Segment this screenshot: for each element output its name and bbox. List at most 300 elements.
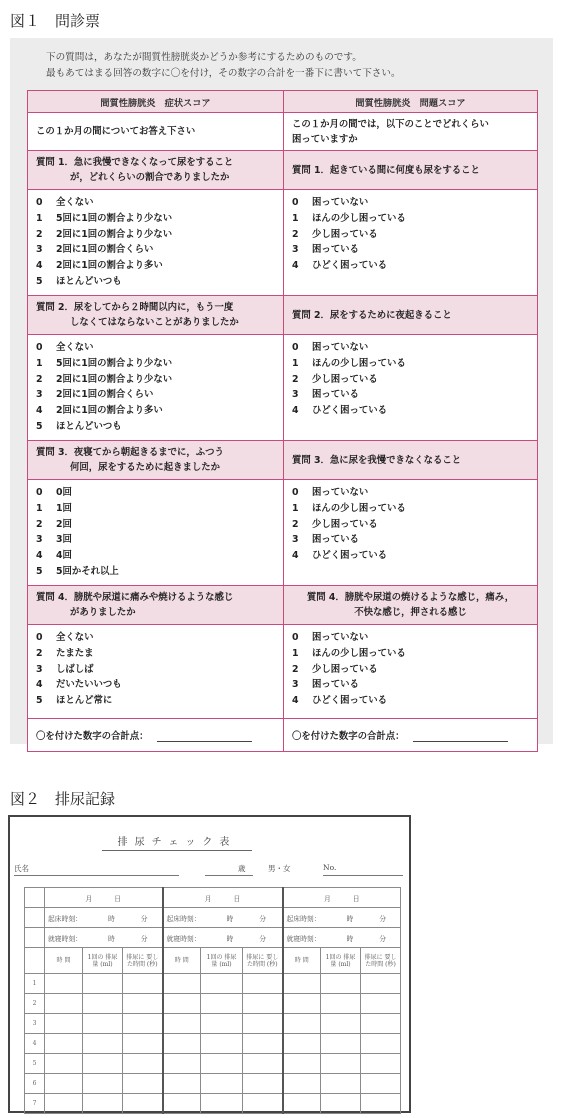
diary-entry-cell[interactable] xyxy=(83,1094,123,1114)
option-number: 4 xyxy=(36,679,43,691)
option-text: ほとんど常に xyxy=(56,695,113,707)
age-line xyxy=(205,875,253,876)
figure1-caption: 図１ 問診票 xyxy=(10,12,101,30)
option-number: 1 xyxy=(36,212,43,224)
row-number: 6 xyxy=(25,1074,45,1094)
diary-entry-cell[interactable] xyxy=(201,1034,243,1054)
total-label: 〇を付けた数字の合計点： xyxy=(36,731,149,742)
hour-label: 時 xyxy=(226,934,234,943)
option-number: 3 xyxy=(292,679,299,691)
col-urge-header: 排尿に 要した時間 (秒) xyxy=(361,948,401,974)
diary-entry-cell[interactable] xyxy=(163,1034,201,1054)
col-time-header: 時 間 xyxy=(283,948,321,974)
corner-cell xyxy=(25,948,45,974)
answer-option[interactable] xyxy=(36,387,275,403)
option-number: 0 xyxy=(36,632,43,643)
question-text: 質問 3．急に尿を我慢できなくなること xyxy=(292,454,462,466)
answer-option[interactable] xyxy=(36,403,275,419)
diary-entry-cell[interactable] xyxy=(45,1094,83,1114)
hour-label: 時 xyxy=(226,914,234,923)
answer-option[interactable] xyxy=(292,693,529,709)
option-text: 少し困っている xyxy=(312,663,378,675)
month-label: 月 xyxy=(85,894,93,903)
diary-entry-cell[interactable] xyxy=(163,974,201,994)
name-label: 氏名 xyxy=(14,864,29,873)
question-text: 質問 3．夜寝てから朝起きるまでに，ふつう xyxy=(36,447,224,458)
option-number: 3 xyxy=(292,244,299,256)
option-number: 2 xyxy=(36,373,43,385)
answer-option[interactable] xyxy=(36,356,275,372)
diary-entry-cell[interactable] xyxy=(201,974,243,994)
answer-option[interactable] xyxy=(36,501,275,517)
problem-options-1 xyxy=(284,190,538,296)
minute-label: 分 xyxy=(140,934,148,943)
option-text: 2回に1回の割合より少ない xyxy=(56,228,173,240)
option-text: 2回 xyxy=(56,518,72,530)
option-number: 0 xyxy=(36,197,43,208)
symptom-question-2 xyxy=(28,296,284,335)
answer-option[interactable] xyxy=(36,693,275,709)
diary-entry-cell[interactable] xyxy=(45,1034,83,1054)
col-volume-header: 1回の 排尿量 (ml) xyxy=(201,948,243,974)
option-number: 3 xyxy=(36,534,43,546)
symptom-question-1 xyxy=(28,151,284,190)
option-number: 1 xyxy=(36,502,43,514)
diary-entry-cell[interactable] xyxy=(243,974,283,994)
time-label: 就寝時刻： xyxy=(166,934,201,943)
answer-option[interactable] xyxy=(292,242,529,258)
option-number: 2 xyxy=(36,647,43,659)
option-number: 1 xyxy=(292,647,299,659)
option-number: 1 xyxy=(36,357,43,369)
answer-option[interactable] xyxy=(292,258,529,274)
answer-option[interactable] xyxy=(36,662,275,678)
minute-label: 分 xyxy=(379,914,387,923)
option-number: 3 xyxy=(36,663,43,675)
age-label: 歳 xyxy=(238,864,246,873)
no-label: No. xyxy=(323,863,337,872)
option-text: ほんの少し困っている xyxy=(312,502,406,514)
answer-option[interactable] xyxy=(292,548,529,564)
time-label: 起床時刻： xyxy=(48,914,82,923)
corner-cell xyxy=(25,888,45,908)
date-cell xyxy=(163,888,283,908)
answer-option[interactable] xyxy=(292,372,529,388)
question-text: 質問 1．急に我慢できなくなって尿をすること xyxy=(36,157,234,168)
option-number: 1 xyxy=(292,212,299,224)
option-text: 少し困っている xyxy=(312,373,378,385)
question-text: しなくてはならないことがありましたか xyxy=(70,317,239,328)
option-number: 1 xyxy=(292,357,299,369)
table-row xyxy=(28,335,538,441)
sheet-title: 排尿チェック表 xyxy=(102,833,252,851)
option-text: 2回に1回の割合より多い xyxy=(56,405,163,417)
col-urge-header: 排尿に 要した時間 (秒) xyxy=(123,948,163,974)
option-text: 5回かそれ以上 xyxy=(56,565,119,577)
option-text: 困っている xyxy=(312,534,359,546)
sleep-time-cell xyxy=(45,928,163,948)
option-number: 2 xyxy=(36,228,43,240)
option-number: 4 xyxy=(292,405,299,417)
sleep-time-cell xyxy=(163,928,283,948)
hour-label: 時 xyxy=(107,934,115,943)
answer-option[interactable] xyxy=(36,630,275,646)
hour-label: 時 xyxy=(107,914,115,923)
symptom-options-4 xyxy=(28,625,284,719)
option-number: 0 xyxy=(36,342,43,353)
diary-entry-cell[interactable] xyxy=(283,974,321,994)
diary-entry-cell[interactable] xyxy=(83,1014,123,1034)
diary-entry-cell[interactable] xyxy=(243,1014,283,1034)
answer-option[interactable] xyxy=(292,646,529,662)
option-text: 少し困っている xyxy=(312,518,378,530)
total-input[interactable] xyxy=(413,731,508,742)
option-text: 4回 xyxy=(56,550,72,562)
table-row xyxy=(28,190,538,296)
answer-option[interactable] xyxy=(292,403,529,419)
option-text: 0回 xyxy=(56,487,72,498)
option-text: 全くない xyxy=(56,632,94,643)
month-label: 月 xyxy=(323,894,331,903)
row-number: 5 xyxy=(25,1054,45,1074)
diary-entry-cell[interactable] xyxy=(243,1094,283,1114)
answer-option[interactable] xyxy=(36,646,275,662)
diary-entry-cell[interactable] xyxy=(283,1034,321,1054)
diary-entry-cell[interactable] xyxy=(361,1074,401,1094)
table-row xyxy=(28,441,538,480)
option-number: 0 xyxy=(36,487,43,498)
diary-entry-cell[interactable] xyxy=(45,1054,83,1074)
diary-entry-cell[interactable] xyxy=(361,1094,401,1114)
option-text: ほとんどいつも xyxy=(56,275,122,287)
option-number: 3 xyxy=(292,534,299,546)
table-row xyxy=(28,151,538,190)
voiding-diary-sheet xyxy=(8,815,411,1113)
minute-label: 分 xyxy=(140,914,148,923)
diary-entry-cell[interactable] xyxy=(321,994,361,1014)
answer-option[interactable] xyxy=(292,211,529,227)
problem-intro xyxy=(284,113,538,151)
diary-entry-cell[interactable] xyxy=(83,994,123,1014)
option-text: 1回 xyxy=(56,502,72,514)
diary-entry-cell[interactable] xyxy=(201,1074,243,1094)
diary-entry-cell[interactable] xyxy=(243,1054,283,1074)
day-label: 日 xyxy=(352,894,360,903)
answer-option[interactable] xyxy=(292,356,529,372)
answer-option[interactable] xyxy=(36,419,275,435)
option-number: 2 xyxy=(292,228,299,240)
time-label: 就寝時刻： xyxy=(286,934,321,943)
table-row xyxy=(25,948,401,974)
problem-score-header: 間質性膀胱炎 問題スコア xyxy=(284,91,538,113)
option-number: 5 xyxy=(36,420,43,432)
option-number: 3 xyxy=(36,389,43,401)
diary-entry-cell[interactable] xyxy=(163,994,201,1014)
hour-label: 時 xyxy=(346,914,354,923)
diary-entry-cell[interactable] xyxy=(321,1074,361,1094)
answer-option[interactable] xyxy=(292,227,529,243)
diary-entry-cell[interactable] xyxy=(163,1014,201,1034)
diary-entry-cell[interactable] xyxy=(83,1074,123,1094)
table-row xyxy=(28,296,538,335)
table-row xyxy=(25,974,401,994)
symptom-options-1 xyxy=(28,190,284,296)
option-number: 0 xyxy=(292,197,299,208)
answer-option[interactable] xyxy=(36,195,275,211)
question-text: 質問 2．尿をしてから２時間以内に，もう一度 xyxy=(36,302,234,313)
diary-entry-cell[interactable] xyxy=(201,1094,243,1114)
option-text: 困っている xyxy=(312,244,359,256)
option-text: だいたいいつも xyxy=(56,679,122,691)
symptom-options-3 xyxy=(28,480,284,586)
diary-entry-cell[interactable] xyxy=(45,1014,83,1034)
answer-option[interactable] xyxy=(292,662,529,678)
diary-entry-cell[interactable] xyxy=(283,1074,321,1094)
diary-entry-cell[interactable] xyxy=(321,1034,361,1054)
questionnaire-table xyxy=(27,90,538,752)
answer-option[interactable] xyxy=(292,517,529,533)
row-number: 4 xyxy=(25,1034,45,1054)
option-text: 2回に1回の割合より多い xyxy=(56,260,163,272)
option-text: 2回に1回の割合くらい xyxy=(56,389,154,401)
table-row xyxy=(25,1094,401,1114)
diary-entry-cell[interactable] xyxy=(361,994,401,1014)
option-text: しばしば xyxy=(56,663,94,675)
questionnaire-intro xyxy=(46,50,546,82)
diary-entry-cell[interactable] xyxy=(201,994,243,1014)
minute-label: 分 xyxy=(379,934,387,943)
col-time-header: 時 間 xyxy=(163,948,201,974)
diary-entry-cell[interactable] xyxy=(163,1074,201,1094)
table-row xyxy=(25,908,401,928)
option-text: ひどく困っている xyxy=(312,550,388,562)
diary-entry-cell[interactable] xyxy=(321,974,361,994)
question-text: がありましたか xyxy=(70,607,136,618)
problem-options-3 xyxy=(284,480,538,586)
option-number: 0 xyxy=(292,342,299,353)
answer-option[interactable] xyxy=(36,274,275,290)
diary-entry-cell[interactable] xyxy=(123,1054,163,1074)
diary-entry-cell[interactable] xyxy=(123,1094,163,1114)
diary-entry-cell[interactable] xyxy=(45,1074,83,1094)
option-number: 2 xyxy=(292,518,299,530)
question-text: が，どれくらいの割合でありましたか xyxy=(70,172,230,183)
problem-question-2 xyxy=(284,296,538,335)
answer-option[interactable] xyxy=(292,340,529,356)
option-text: ほんの少し困っている xyxy=(312,212,406,224)
question-text: 質問 4．膀胱や尿道の焼けるような感じ，痛み， xyxy=(306,592,515,603)
total-label: 〇を付けた数字の合計点： xyxy=(292,731,405,742)
answer-option[interactable] xyxy=(292,677,529,693)
question-text: 質問 2．尿をするために夜起きること xyxy=(292,309,452,321)
option-text: 困っていない xyxy=(312,632,369,643)
answer-option[interactable] xyxy=(36,485,275,501)
question-text: 不快な感じ，押される感じ xyxy=(354,607,467,618)
diary-entry-cell[interactable] xyxy=(83,974,123,994)
diary-entry-cell[interactable] xyxy=(243,1034,283,1054)
diary-entry-cell[interactable] xyxy=(283,1094,321,1114)
answer-option[interactable] xyxy=(292,387,529,403)
option-number: 2 xyxy=(292,663,299,675)
diary-entry-cell[interactable] xyxy=(361,1054,401,1074)
time-label: 起床時刻： xyxy=(286,914,321,923)
diary-entry-cell[interactable] xyxy=(201,1014,243,1034)
answer-option[interactable] xyxy=(36,372,275,388)
diary-entry-cell[interactable] xyxy=(321,1094,361,1114)
diary-entry-cell[interactable] xyxy=(361,974,401,994)
table-row xyxy=(25,928,401,948)
option-text: たまたま xyxy=(56,647,94,659)
intro-line-2: 最もあてはまる回答の数字に〇を付け，その数字の合計を一番下に書いて下さい。 xyxy=(46,68,401,79)
answer-option[interactable] xyxy=(36,548,275,564)
option-text: ひどく困っている xyxy=(312,695,388,707)
diary-entry-cell[interactable] xyxy=(321,1054,361,1074)
voiding-grid xyxy=(24,887,401,1114)
time-label: 就寝時刻： xyxy=(48,934,82,943)
problem-options-2 xyxy=(284,335,538,441)
option-number: 4 xyxy=(36,260,43,272)
intro-line-1: 下の質問は，あなたが間質性膀胱炎かどうか参考にするためのものです。 xyxy=(46,52,362,63)
answer-option[interactable] xyxy=(36,340,275,356)
table-row xyxy=(25,888,401,908)
table-row xyxy=(25,994,401,1014)
symptom-total xyxy=(28,719,284,752)
wake-time-cell xyxy=(45,908,163,928)
diary-entry-cell[interactable] xyxy=(123,974,163,994)
answer-option[interactable] xyxy=(36,258,275,274)
option-number: 2 xyxy=(36,518,43,530)
option-text: 困っていない xyxy=(312,487,369,498)
option-text: 全くない xyxy=(56,197,94,208)
option-number: 5 xyxy=(36,275,43,287)
date-cell xyxy=(283,888,401,908)
question-text: 何回，尿をするために起きましたか xyxy=(70,462,221,473)
table-row xyxy=(28,625,538,719)
option-text: ほんの少し困っている xyxy=(312,357,406,369)
wake-time-cell xyxy=(163,908,283,928)
option-text: 2回に1回の割合くらい xyxy=(56,244,154,256)
option-text: ほんの少し困っている xyxy=(312,647,406,659)
answer-option[interactable] xyxy=(36,227,275,243)
sleep-time-cell xyxy=(283,928,401,948)
option-text: 3回 xyxy=(56,534,72,546)
diary-entry-cell[interactable] xyxy=(163,1054,201,1074)
sex-label: 男・女 xyxy=(268,864,291,873)
corner-cell xyxy=(25,928,45,948)
problem-intro-line: この１か月の間では，以下のことでどれくらい xyxy=(292,118,489,130)
answer-option[interactable] xyxy=(36,517,275,533)
option-text: 少し困っている xyxy=(312,228,378,240)
col-urge-header: 排尿に 要した時間 (秒) xyxy=(243,948,283,974)
diary-entry-cell[interactable] xyxy=(83,1054,123,1074)
row-number: 7 xyxy=(25,1094,45,1114)
question-text: 質問 1．起きている間に何度も尿をすること xyxy=(292,164,480,176)
option-text: 困っている xyxy=(312,389,359,401)
diary-entry-cell[interactable] xyxy=(361,1034,401,1054)
answer-option[interactable] xyxy=(292,630,529,646)
answer-option[interactable] xyxy=(36,532,275,548)
answer-option[interactable] xyxy=(292,485,529,501)
diary-entry-cell[interactable] xyxy=(361,1014,401,1034)
option-number: 4 xyxy=(36,550,43,562)
name-line xyxy=(14,875,179,876)
option-number: 0 xyxy=(292,487,299,498)
diary-entry-cell[interactable] xyxy=(123,1034,163,1054)
option-number: 4 xyxy=(36,405,43,417)
symptom-question-4 xyxy=(28,586,284,625)
option-text: 2回に1回の割合より少ない xyxy=(56,373,173,385)
diary-entry-cell[interactable] xyxy=(283,994,321,1014)
option-text: 5回に1回の割合より少ない xyxy=(56,357,173,369)
table-row xyxy=(25,1034,401,1054)
answer-option[interactable] xyxy=(292,195,529,211)
table-row xyxy=(25,1074,401,1094)
month-label: 月 xyxy=(204,894,212,903)
day-label: 日 xyxy=(114,894,122,903)
diary-entry-cell[interactable] xyxy=(283,1054,321,1074)
table-row xyxy=(28,91,538,113)
diary-entry-cell[interactable] xyxy=(83,1034,123,1054)
diary-entry-cell[interactable] xyxy=(243,1074,283,1094)
option-number: 5 xyxy=(36,695,43,707)
table-row xyxy=(25,1054,401,1074)
problem-question-1 xyxy=(284,151,538,190)
diary-entry-cell[interactable] xyxy=(45,974,83,994)
answer-option[interactable] xyxy=(292,532,529,548)
diary-entry-cell[interactable] xyxy=(123,994,163,1014)
option-number: 3 xyxy=(36,244,43,256)
time-label: 起床時刻： xyxy=(166,914,201,923)
table-row xyxy=(28,480,538,586)
answer-option[interactable] xyxy=(36,677,275,693)
diary-entry-cell[interactable] xyxy=(243,994,283,1014)
date-cell xyxy=(45,888,163,908)
total-input[interactable] xyxy=(157,731,252,742)
diary-entry-cell[interactable] xyxy=(163,1094,201,1114)
option-number: 1 xyxy=(292,502,299,514)
option-number: 0 xyxy=(292,632,299,643)
diary-entry-cell[interactable] xyxy=(123,1074,163,1094)
corner-cell xyxy=(25,908,45,928)
table-row xyxy=(28,719,538,752)
diary-entry-cell[interactable] xyxy=(283,1014,321,1034)
row-number: 2 xyxy=(25,994,45,1014)
answer-option[interactable] xyxy=(36,211,275,227)
diary-entry-cell[interactable] xyxy=(45,994,83,1014)
diary-entry-cell[interactable] xyxy=(123,1014,163,1034)
row-number: 3 xyxy=(25,1014,45,1034)
problem-options-4 xyxy=(284,625,538,719)
problem-question-4 xyxy=(284,586,538,625)
problem-intro-line: 困っていますか xyxy=(292,133,358,145)
answer-option[interactable] xyxy=(292,501,529,517)
option-text: 全くない xyxy=(56,342,94,353)
diary-entry-cell[interactable] xyxy=(201,1054,243,1074)
option-number: 4 xyxy=(292,550,299,562)
minute-label: 分 xyxy=(259,934,267,943)
col-time-header: 時 間 xyxy=(45,948,83,974)
answer-option[interactable] xyxy=(36,242,275,258)
day-label: 日 xyxy=(233,894,241,903)
answer-option[interactable] xyxy=(36,564,275,580)
symptom-options-2 xyxy=(28,335,284,441)
diary-entry-cell[interactable] xyxy=(321,1014,361,1034)
row-number: 1 xyxy=(25,974,45,994)
symptom-intro: この１か月の間についてお答え下さい xyxy=(28,113,284,151)
question-text: 質問 4．膀胱や尿道に痛みや焼けるような感じ xyxy=(36,592,234,603)
wake-time-cell xyxy=(283,908,401,928)
option-text: ひどく困っている xyxy=(312,405,388,417)
